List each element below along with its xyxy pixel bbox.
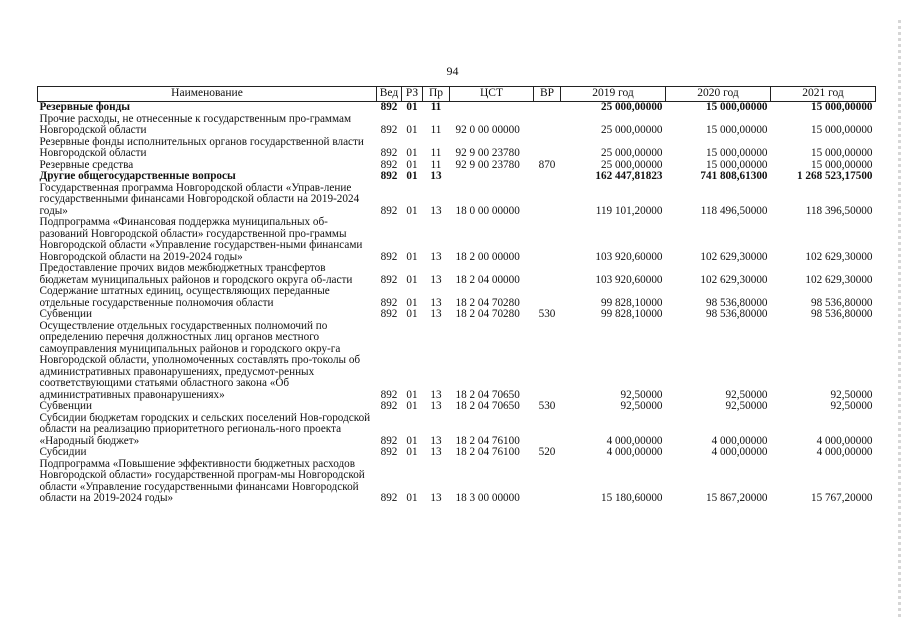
page-number: 94 xyxy=(446,64,459,78)
row-2019: 92,50000 xyxy=(620,400,663,412)
row-2019: 25 000,00000 xyxy=(600,147,663,159)
row-2021: 15 000,00000 xyxy=(810,124,873,136)
header-2019: 2019 год xyxy=(561,87,666,102)
row-ved: 892 xyxy=(380,170,398,182)
row-cst: 18 2 04 76100 xyxy=(455,446,520,458)
row-vr xyxy=(534,217,561,263)
row-rz: 01 xyxy=(406,101,418,113)
row-2020: 92,50000 xyxy=(725,400,768,412)
table-row xyxy=(38,171,876,183)
row-2019: 119 101,20000 xyxy=(595,204,663,217)
row-2021: 98 536,80000 xyxy=(810,296,873,309)
row-2020: 741 808,61300 xyxy=(700,170,768,182)
row-2021: 1 268 523,17500 xyxy=(796,170,873,182)
row-ved: 892 xyxy=(380,446,398,458)
row-2020: 15 000,00000 xyxy=(705,101,768,113)
row-name: Подпрограмма «Финансовая поддержка муниципальных об-разований Новгородской области» государственной про-граммы Новгородской области «Управление государствен-ными финансами Новгородской области на 2019-2024 годы» xyxy=(39,216,363,263)
row-ved: 892 xyxy=(380,308,398,320)
row-2019: 25 000,00000 xyxy=(600,101,663,113)
row-2019: 25 000,00000 xyxy=(600,158,663,171)
row-vr: 520 xyxy=(538,446,556,458)
row-ved: 892 xyxy=(380,273,398,286)
row-ved: 892 xyxy=(380,434,398,447)
row-2021: 15 767,20000 xyxy=(810,492,873,504)
row-2019: 99 828,10000 xyxy=(600,308,663,320)
row-ved: 892 xyxy=(380,296,398,309)
row-name: Прочие расходы, не отнесенные к государственным про-граммам Новгородской области xyxy=(39,112,352,136)
table-row xyxy=(38,137,876,160)
scan-edge xyxy=(898,20,901,620)
row-2021: 92,50000 xyxy=(830,388,873,401)
row-vr xyxy=(534,459,561,505)
row-2020: 15 867,20000 xyxy=(705,492,768,504)
table-header-row xyxy=(38,87,876,102)
row-pr: 13 xyxy=(430,492,442,504)
row-pr: 13 xyxy=(430,308,442,320)
row-cst: 18 2 04 70650 xyxy=(455,388,520,401)
row-cst: 18 2 00 00000 xyxy=(455,250,520,263)
row-2019: 99 828,10000 xyxy=(600,296,663,309)
row-2020: 98 536,80000 xyxy=(705,308,768,320)
row-name: Резервные фонды xyxy=(39,101,130,113)
row-2019: 4 000,00000 xyxy=(606,434,663,447)
row-pr: 11 xyxy=(430,124,442,136)
row-2021: 15 000,00000 xyxy=(810,147,873,159)
row-pr: 11 xyxy=(430,158,442,171)
table-row xyxy=(38,413,876,448)
row-2019: 4 000,00000 xyxy=(606,446,663,458)
row-rz: 01 xyxy=(406,434,418,447)
row-2020: 15 000,00000 xyxy=(705,147,768,159)
row-pr: 13 xyxy=(430,434,442,447)
row-2020: 15 000,00000 xyxy=(705,158,768,171)
row-ved: 892 xyxy=(380,147,398,159)
row-2021: 15 000,00000 xyxy=(810,101,873,113)
row-vr xyxy=(534,114,561,137)
table-row xyxy=(38,102,876,114)
row-ved: 892 xyxy=(380,158,398,171)
row-ved: 892 xyxy=(380,124,398,136)
row-rz: 01 xyxy=(406,308,418,320)
row-cst: 18 3 00 00000 xyxy=(455,492,520,504)
row-vr xyxy=(534,413,561,448)
table-row xyxy=(38,263,876,286)
row-rz: 01 xyxy=(406,204,418,217)
row-name: Подпрограмма «Повышение эффективности бюджетных расходов Новгородской области» государственной програм-мы Новгородской области «Управление государственными финансами Новгородской области на 2019-2024 годы» xyxy=(39,457,365,504)
row-2021: 98 536,80000 xyxy=(810,308,873,320)
header-ved: Вед xyxy=(377,87,402,102)
row-2020: 98 536,80000 xyxy=(705,296,768,309)
row-rz: 01 xyxy=(406,147,418,159)
row-name: Содержание штатных единиц, осуществляющих переданные отдельные государственные полномочия области xyxy=(39,285,330,309)
row-2021: 102 629,30000 xyxy=(805,250,873,263)
header-cst: ЦСТ xyxy=(450,87,534,102)
row-vr xyxy=(534,286,561,309)
row-rz: 01 xyxy=(406,296,418,309)
row-vr xyxy=(534,102,561,114)
row-cst xyxy=(450,171,534,183)
row-pr: 13 xyxy=(430,273,442,286)
row-cst: 92 9 00 23780 xyxy=(455,158,520,171)
row-name: Субсидии xyxy=(39,446,87,458)
row-vr xyxy=(534,263,561,286)
row-2020: 118 496,50000 xyxy=(700,204,768,217)
row-pr: 13 xyxy=(430,400,442,412)
row-pr: 11 xyxy=(430,101,442,113)
row-2021: 4 000,00000 xyxy=(816,434,873,447)
row-name: Субвенции xyxy=(39,400,92,412)
header-vr: ВР xyxy=(534,87,561,102)
row-rz: 01 xyxy=(406,250,418,263)
row-cst xyxy=(450,102,534,114)
row-2021: 102 629,30000 xyxy=(805,273,873,286)
row-ved: 892 xyxy=(380,388,398,401)
table-row xyxy=(38,217,876,263)
table-body xyxy=(38,102,876,505)
budget-table xyxy=(37,86,876,505)
table-row xyxy=(38,286,876,309)
row-rz: 01 xyxy=(406,170,418,182)
row-ved: 892 xyxy=(380,101,398,113)
table-row xyxy=(38,401,876,413)
row-2019: 162 447,81823 xyxy=(595,170,663,182)
row-rz: 01 xyxy=(406,446,418,458)
row-name: Резервные фонды исполнительных органов государственной власти Новгородской области xyxy=(39,135,364,159)
row-cst: 18 2 04 00000 xyxy=(455,273,520,286)
row-vr: 530 xyxy=(538,400,556,412)
row-name: Резервные средства xyxy=(39,158,134,171)
row-cst: 18 2 04 76100 xyxy=(455,434,520,447)
row-ved: 892 xyxy=(380,250,398,263)
row-2021: 92,50000 xyxy=(830,400,873,412)
row-pr: 11 xyxy=(430,147,442,159)
row-vr xyxy=(534,183,561,218)
row-ved: 892 xyxy=(380,492,398,504)
row-pr: 13 xyxy=(430,446,442,458)
row-name: Предоставление прочих видов межбюджетных трансфертов бюджетам муниципальных районов и городского округа об-ласти xyxy=(39,262,353,286)
row-2020: 102 629,30000 xyxy=(700,250,768,263)
row-vr: 530 xyxy=(538,308,556,320)
row-cst: 92 0 00 00000 xyxy=(455,124,520,136)
row-2021: 4 000,00000 xyxy=(816,446,873,458)
row-cst: 18 2 04 70280 xyxy=(455,308,520,320)
row-vr xyxy=(534,321,561,402)
row-cst: 92 9 00 23780 xyxy=(455,147,520,159)
row-ved: 892 xyxy=(380,400,398,412)
row-rz: 01 xyxy=(406,158,418,171)
header-name: Наименование xyxy=(38,87,377,102)
row-name: Другие общегосударственные вопросы xyxy=(39,170,236,182)
table-row xyxy=(38,183,876,218)
row-name: Субвенции xyxy=(39,308,92,320)
header-pr: Пр xyxy=(423,87,450,102)
row-2019: 25 000,00000 xyxy=(600,124,663,136)
row-pr: 13 xyxy=(430,388,442,401)
row-name: Субсидии бюджетам городских и сельских поселений Нов-городской области на реализацию приоритетного региональ-ного проекта «Народный бюджет» xyxy=(39,411,371,447)
header-2021: 2021 год xyxy=(771,87,876,102)
row-pr: 13 xyxy=(430,204,442,217)
row-rz: 01 xyxy=(406,388,418,401)
row-2019: 15 180,60000 xyxy=(600,492,663,504)
row-rz: 01 xyxy=(406,400,418,412)
row-cst: 18 0 00 00000 xyxy=(455,204,520,217)
row-2021: 15 000,00000 xyxy=(810,158,873,171)
table-row xyxy=(38,321,876,402)
row-2019: 103 920,60000 xyxy=(595,273,663,286)
header-2020: 2020 год xyxy=(666,87,771,102)
row-vr xyxy=(534,137,561,160)
row-pr: 13 xyxy=(430,250,442,263)
row-rz: 01 xyxy=(406,124,418,136)
row-2020: 4 000,00000 xyxy=(711,446,768,458)
row-2019: 92,50000 xyxy=(620,388,663,401)
row-2019: 103 920,60000 xyxy=(595,250,663,263)
row-pr: 13 xyxy=(430,296,442,309)
row-pr: 13 xyxy=(430,170,442,182)
table-row xyxy=(38,309,876,321)
row-cst: 18 2 04 70650 xyxy=(455,400,520,412)
row-2020: 102 629,30000 xyxy=(700,273,768,286)
table-row xyxy=(38,447,876,459)
header-rz: РЗ xyxy=(402,87,423,102)
table-row xyxy=(38,459,876,505)
row-vr: 870 xyxy=(538,158,556,171)
table-row xyxy=(38,114,876,137)
row-2021: 118 396,50000 xyxy=(805,204,873,217)
row-rz: 01 xyxy=(406,492,418,504)
row-2020: 4 000,00000 xyxy=(711,434,768,447)
row-cst: 18 2 04 70280 xyxy=(455,296,520,309)
row-2020: 15 000,00000 xyxy=(705,124,768,136)
row-rz: 01 xyxy=(406,273,418,286)
row-name: Государственная программа Новгородской области «Управ-ление государственными финансами Новгородской области на 2019-2024 годы» xyxy=(39,181,360,217)
row-name: Осуществление отдельных государственных полномочий по определению перечня должностных лиц органов местного самоуправления муниципальных районов и городского окру-га Новгородской области, уполномоченных составлять про-токолы об административных правонарушениях, предусмот-ренных соответствующими статьями областного закона «Об административных правонарушениях» xyxy=(39,319,361,401)
row-ved: 892 xyxy=(380,204,398,217)
row-vr xyxy=(534,171,561,183)
row-2020: 92,50000 xyxy=(725,388,768,401)
